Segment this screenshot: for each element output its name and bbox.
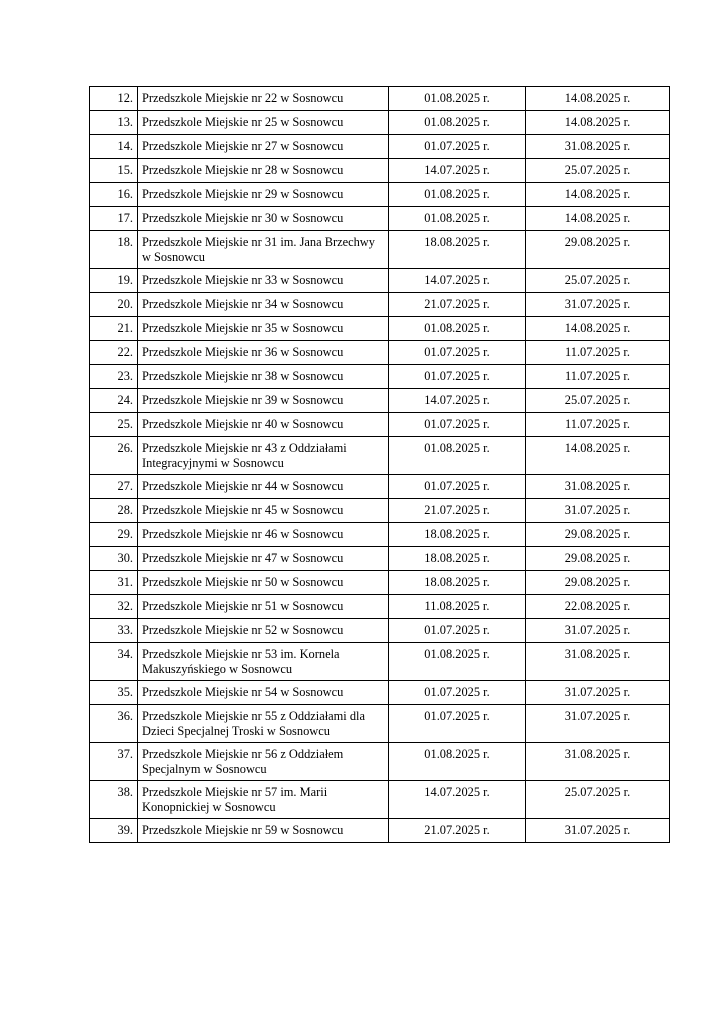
kindergarten-name-cell: Przedszkole Miejskie nr 51 w Sosnowcu [138,595,389,619]
start-date-cell: 01.07.2025 r. [389,475,526,499]
kindergarten-name-cell: Przedszkole Miejskie nr 34 w Sosnowcu [138,293,389,317]
kindergarten-name-cell: Przedszkole Miejskie nr 22 w Sosnowcu [138,87,389,111]
table-row [90,413,670,437]
table-row [90,293,670,317]
kindergarten-name-cell: Przedszkole Miejskie nr 33 w Sosnowcu [138,269,389,293]
kindergarten-name-cell: Przedszkole Miejskie nr 53 im. Kornela Makuszyńskiego w Sosnowcu [138,643,389,681]
end-date-cell: 31.07.2025 r. [526,499,670,523]
end-date-cell: 29.08.2025 r. [526,571,670,595]
kindergarten-name-cell: Przedszkole Miejskie nr 46 w Sosnowcu [138,523,389,547]
kindergarten-name-cell: Przedszkole Miejskie nr 47 w Sosnowcu [138,547,389,571]
start-date-cell: 01.08.2025 r. [389,207,526,231]
start-date-cell: 21.07.2025 r. [389,499,526,523]
kindergarten-name-cell: Przedszkole Miejskie nr 52 w Sosnowcu [138,619,389,643]
table-row [90,475,670,499]
start-date-cell: 01.07.2025 r. [389,135,526,159]
row-number-cell: 29. [90,523,138,547]
row-number-cell: 21. [90,317,138,341]
kindergarten-name-cell: Przedszkole Miejskie nr 54 w Sosnowcu [138,681,389,705]
end-date-cell: 22.08.2025 r. [526,595,670,619]
kindergarten-name-cell: Przedszkole Miejskie nr 36 w Sosnowcu [138,341,389,365]
table-row [90,681,670,705]
end-date-cell: 11.07.2025 r. [526,341,670,365]
row-number-cell: 18. [90,231,138,269]
kindergarten-name-cell: Przedszkole Miejskie nr 27 w Sosnowcu [138,135,389,159]
kindergarten-name-cell: Przedszkole Miejskie nr 35 w Sosnowcu [138,317,389,341]
start-date-cell: 11.08.2025 r. [389,595,526,619]
kindergarten-name-cell: Przedszkole Miejskie nr 30 w Sosnowcu [138,207,389,231]
row-number-cell: 39. [90,819,138,843]
end-date-cell: 29.08.2025 r. [526,547,670,571]
kindergarten-break-schedule-table [89,86,670,843]
end-date-cell: 31.08.2025 r. [526,475,670,499]
end-date-cell: 31.08.2025 r. [526,743,670,781]
table-row [90,341,670,365]
row-number-cell: 37. [90,743,138,781]
table-row [90,819,670,843]
row-number-cell: 12. [90,87,138,111]
row-number-cell: 33. [90,619,138,643]
row-number-cell: 24. [90,389,138,413]
start-date-cell: 18.08.2025 r. [389,547,526,571]
row-number-cell: 16. [90,183,138,207]
row-number-cell: 26. [90,437,138,475]
row-number-cell: 14. [90,135,138,159]
row-number-cell: 38. [90,781,138,819]
end-date-cell: 14.08.2025 r. [526,183,670,207]
end-date-cell: 25.07.2025 r. [526,159,670,183]
kindergarten-name-cell: Przedszkole Miejskie nr 29 w Sosnowcu [138,183,389,207]
end-date-cell: 25.07.2025 r. [526,781,670,819]
kindergarten-name-cell: Przedszkole Miejskie nr 28 w Sosnowcu [138,159,389,183]
start-date-cell: 01.08.2025 r. [389,743,526,781]
end-date-cell: 14.08.2025 r. [526,437,670,475]
start-date-cell: 14.07.2025 r. [389,389,526,413]
row-number-cell: 23. [90,365,138,389]
row-number-cell: 25. [90,413,138,437]
end-date-cell: 31.08.2025 r. [526,135,670,159]
kindergarten-name-cell: Przedszkole Miejskie nr 40 w Sosnowcu [138,413,389,437]
table-row [90,437,670,475]
kindergarten-name-cell: Przedszkole Miejskie nr 39 w Sosnowcu [138,389,389,413]
start-date-cell: 01.08.2025 r. [389,183,526,207]
end-date-cell: 31.07.2025 r. [526,681,670,705]
kindergarten-name-cell: Przedszkole Miejskie nr 25 w Sosnowcu [138,111,389,135]
end-date-cell: 25.07.2025 r. [526,389,670,413]
start-date-cell: 01.08.2025 r. [389,111,526,135]
start-date-cell: 01.08.2025 r. [389,87,526,111]
end-date-cell: 31.07.2025 r. [526,619,670,643]
row-number-cell: 34. [90,643,138,681]
end-date-cell: 14.08.2025 r. [526,111,670,135]
row-number-cell: 31. [90,571,138,595]
end-date-cell: 31.07.2025 r. [526,819,670,843]
table-row [90,183,670,207]
kindergarten-name-cell: Przedszkole Miejskie nr 59 w Sosnowcu [138,819,389,843]
row-number-cell: 22. [90,341,138,365]
row-number-cell: 15. [90,159,138,183]
start-date-cell: 01.07.2025 r. [389,341,526,365]
table-row [90,781,670,819]
end-date-cell: 11.07.2025 r. [526,413,670,437]
end-date-cell: 29.08.2025 r. [526,523,670,547]
row-number-cell: 17. [90,207,138,231]
kindergarten-name-cell: Przedszkole Miejskie nr 50 w Sosnowcu [138,571,389,595]
end-date-cell: 14.08.2025 r. [526,207,670,231]
start-date-cell: 21.07.2025 r. [389,293,526,317]
table-row [90,743,670,781]
row-number-cell: 32. [90,595,138,619]
kindergarten-name-cell: Przedszkole Miejskie nr 55 z Oddziałami dla Dzieci Specjalnej Troski w Sosnowcu [138,705,389,743]
start-date-cell: 14.07.2025 r. [389,159,526,183]
table-row [90,595,670,619]
kindergarten-name-cell: Przedszkole Miejskie nr 44 w Sosnowcu [138,475,389,499]
table-row [90,619,670,643]
table-row [90,365,670,389]
end-date-cell: 11.07.2025 r. [526,365,670,389]
row-number-cell: 30. [90,547,138,571]
start-date-cell: 01.08.2025 r. [389,437,526,475]
end-date-cell: 29.08.2025 r. [526,231,670,269]
table-row [90,705,670,743]
row-number-cell: 36. [90,705,138,743]
row-number-cell: 13. [90,111,138,135]
end-date-cell: 25.07.2025 r. [526,269,670,293]
table-row [90,135,670,159]
start-date-cell: 18.08.2025 r. [389,231,526,269]
table-row [90,87,670,111]
table-row [90,643,670,681]
start-date-cell: 18.08.2025 r. [389,523,526,547]
table-row [90,523,670,547]
row-number-cell: 20. [90,293,138,317]
kindergarten-name-cell: Przedszkole Miejskie nr 56 z Oddziałem Specjalnym w Sosnowcu [138,743,389,781]
table-row [90,269,670,293]
table-body [90,87,670,843]
start-date-cell: 01.07.2025 r. [389,705,526,743]
table-row [90,499,670,523]
kindergarten-name-cell: Przedszkole Miejskie nr 31 im. Jana Brzechwy w Sosnowcu [138,231,389,269]
start-date-cell: 14.07.2025 r. [389,781,526,819]
start-date-cell: 18.08.2025 r. [389,571,526,595]
end-date-cell: 31.07.2025 r. [526,293,670,317]
table-row [90,571,670,595]
table-row [90,111,670,135]
start-date-cell: 01.08.2025 r. [389,643,526,681]
start-date-cell: 01.07.2025 r. [389,365,526,389]
row-number-cell: 35. [90,681,138,705]
row-number-cell: 28. [90,499,138,523]
table-row [90,389,670,413]
kindergarten-name-cell: Przedszkole Miejskie nr 57 im. Marii Konopnickiej w Sosnowcu [138,781,389,819]
kindergarten-name-cell: Przedszkole Miejskie nr 38 w Sosnowcu [138,365,389,389]
start-date-cell: 01.07.2025 r. [389,681,526,705]
table-row [90,231,670,269]
table-row [90,207,670,231]
start-date-cell: 01.08.2025 r. [389,317,526,341]
end-date-cell: 14.08.2025 r. [526,87,670,111]
start-date-cell: 21.07.2025 r. [389,819,526,843]
end-date-cell: 31.07.2025 r. [526,705,670,743]
start-date-cell: 14.07.2025 r. [389,269,526,293]
table-row [90,317,670,341]
end-date-cell: 31.08.2025 r. [526,643,670,681]
end-date-cell: 14.08.2025 r. [526,317,670,341]
kindergarten-name-cell: Przedszkole Miejskie nr 45 w Sosnowcu [138,499,389,523]
row-number-cell: 27. [90,475,138,499]
start-date-cell: 01.07.2025 r. [389,413,526,437]
start-date-cell: 01.07.2025 r. [389,619,526,643]
table-row [90,159,670,183]
row-number-cell: 19. [90,269,138,293]
kindergarten-name-cell: Przedszkole Miejskie nr 43 z Oddziałami Integracyjnymi w Sosnowcu [138,437,389,475]
table-row [90,547,670,571]
